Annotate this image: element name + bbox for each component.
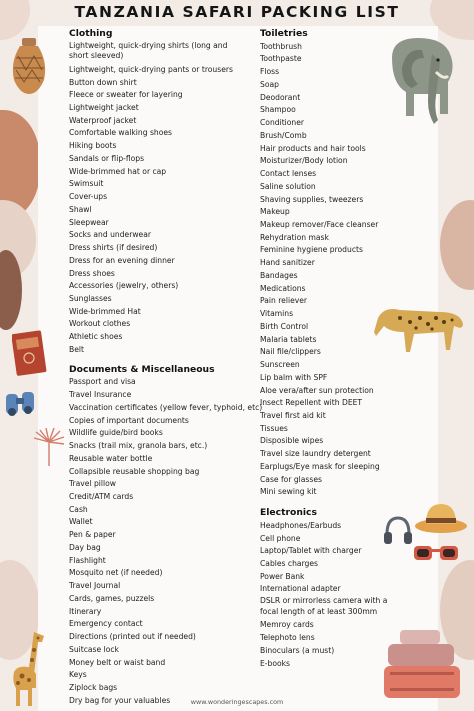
list-item: Snacks (trail mix, granola bars, etc.): [69, 441, 208, 451]
list-item: Medications: [260, 283, 306, 293]
list-item: Comfortable walking shoes: [69, 128, 173, 138]
footer-url: www.wonderingescapes.com: [190, 698, 284, 706]
list-item: Earplugs/Eye mask for sleeping: [260, 461, 380, 471]
list-item: Belt: [69, 344, 84, 354]
passport-icon: [12, 330, 48, 378]
documents-section: [69, 363, 263, 708]
list-item: Hiking boots: [69, 141, 117, 151]
section-heading: Documents & Miscellaneous: [69, 363, 215, 375]
list-item: Wallet: [69, 517, 93, 527]
list-item: Shaving supplies, tweezers: [260, 194, 364, 204]
list-item: Moisturizer/Body lotion: [260, 156, 348, 166]
section-heading: Electronics: [260, 507, 317, 519]
woven-basket-vase-icon: [6, 36, 52, 96]
list-item: Feminine hygiene products: [260, 245, 363, 255]
list-item: Directions (printed out if needed): [69, 632, 196, 642]
list-item: Vitamins: [260, 309, 294, 319]
list-item: Sunglasses: [69, 294, 112, 304]
list-item: Lightweight, quick-drying shirts (long and short sleeved): [69, 40, 228, 61]
list-item: Accessories (jewelry, others): [69, 281, 179, 291]
list-item: Insect Repellent with DEET: [260, 398, 363, 408]
list-item: Power Bank: [260, 571, 305, 581]
list-item: Dress shirts (if desired): [69, 243, 158, 253]
list-item: Makeup: [260, 207, 290, 217]
list-item: Case for glasses: [260, 474, 322, 484]
list-item: Suitcase lock: [69, 644, 119, 654]
list-item: Mini sewing kit: [260, 487, 317, 497]
list-item: Sunscreen: [260, 360, 300, 370]
list-item: Dry bag for your valuables: [69, 695, 171, 705]
binoculars-icon: [4, 388, 38, 418]
list-item: Lip balm with SPF: [260, 372, 328, 382]
right-column: [260, 28, 400, 670]
list-item: Wildlife guide/bird books: [69, 428, 163, 438]
list-item: Travel pillow: [69, 479, 116, 489]
palm-leaf-icon: [32, 428, 66, 468]
list-item: Makeup remover/Face cleanser: [260, 219, 379, 229]
list-item: Button down shirt: [69, 77, 137, 87]
left-column: [69, 28, 263, 707]
list-item: Day bag: [69, 542, 101, 552]
list-item: Emergency contact: [69, 619, 143, 629]
list-item: Lightweight, quick-drying pants or trousers: [69, 64, 233, 74]
list-item: Travel size laundry detergent: [260, 449, 371, 459]
list-item: Waterproof jacket: [69, 115, 137, 125]
list-item: Hand sanitizer: [260, 258, 315, 268]
list-item: Cards, games, puzzels: [69, 593, 155, 603]
list-item: Pen & paper: [69, 530, 116, 540]
list-item: Pain reliever: [260, 296, 308, 306]
list-item: DSLR or mirrorless camera with a focal length of at least 300mm: [260, 596, 388, 616]
list-item: Bandages: [260, 270, 298, 280]
list-item: Soap: [260, 79, 279, 89]
clothing-section: [69, 28, 239, 357]
giraffe-icon: [4, 628, 58, 708]
page-title: TANZANIA SAFARI PACKING LIST: [74, 3, 400, 21]
toiletries-section: [260, 28, 400, 499]
list-item: Athletic shoes: [69, 332, 123, 342]
list-item: Laptop/Tablet with charger: [260, 546, 362, 556]
list-item: Travel first aid kit: [260, 410, 326, 420]
list-item: Mosquito net (if needed): [69, 568, 163, 578]
list-item: Disposible wipes: [260, 436, 324, 446]
background-blob: [440, 200, 474, 290]
list-item: Tissues: [260, 423, 288, 433]
list-item: Floss: [260, 67, 280, 77]
list-item: Cover-ups: [69, 192, 108, 202]
list-item: Flashlight: [69, 555, 106, 565]
list-item: Aloe vera/after sun protection: [260, 385, 374, 395]
list-item: Deodorant: [260, 92, 301, 102]
list-item: Headphones/Earbuds: [260, 520, 342, 530]
list-item: Brush/Comb: [260, 130, 307, 140]
list-item: International adapter: [260, 584, 341, 594]
list-item: Collapsible reusable shopping bag: [69, 466, 200, 476]
list-item: Conditioner: [260, 118, 305, 128]
list-item: Shampoo: [260, 105, 296, 115]
list-item: Swimsuit: [69, 179, 104, 189]
list-item: Dress shoes: [69, 268, 115, 278]
electronics-section: [260, 507, 400, 670]
list-item: Sandals or flip-flops: [69, 153, 145, 163]
section-heading: Clothing: [69, 28, 113, 39]
list-item: Nail file/clippers: [260, 347, 321, 357]
list-item: Copies of important documents: [69, 415, 189, 425]
list-item: Vaccination certificates (yellow fever, typhoid, etc): [69, 402, 263, 412]
list-item: Lightweight jacket: [69, 103, 139, 112]
list-item: Hair products and hair tools: [260, 143, 366, 153]
list-item: Malaria tablets: [260, 334, 317, 344]
list-item: Passport and visa: [69, 377, 136, 387]
list-item: Saline solution: [260, 181, 316, 191]
list-item: Money belt or waist band: [69, 657, 166, 667]
list-item: Contact lenses: [260, 169, 317, 179]
list-item: Travel Journal: [69, 581, 121, 591]
list-item: Memroy cards: [260, 620, 314, 630]
list-item: Shawl: [69, 204, 92, 214]
list-item: Rehydration mask: [260, 232, 329, 242]
list-item: Binoculars (a must): [260, 645, 335, 655]
list-item: E-books: [260, 658, 291, 668]
list-item: Toothpaste: [260, 54, 302, 64]
sunglasses-icon: [412, 542, 460, 564]
list-item: Cell phone: [260, 533, 301, 543]
list-item: Toothbrush: [260, 41, 302, 51]
list-item: Reusable water bottle: [69, 453, 153, 463]
list-item: Travel Insurance: [69, 390, 132, 400]
list-item: Wide-brimmed hat or cap: [69, 166, 167, 176]
list-item: Birth Control: [260, 321, 309, 331]
list-item: Dress for an evening dinner: [69, 255, 175, 265]
list-item: Cash: [69, 504, 88, 514]
list-item: Keys: [69, 670, 87, 680]
list-item: Socks and underwear: [69, 230, 152, 240]
list-item: Fleece or sweater for layering: [69, 90, 183, 100]
section-heading: Toiletries: [260, 28, 308, 39]
list-item: Cables charges: [260, 559, 319, 569]
list-item: Telephoto lens: [260, 633, 315, 643]
list-item: Wide-brimmed Hat: [69, 306, 141, 316]
list-item: Itinerary: [69, 606, 102, 616]
safari-hat-icon: [414, 500, 468, 534]
list-item: Ziplock bags: [69, 683, 118, 692]
list-item: Credit/ATM cards: [69, 491, 134, 501]
list-item: Sleepwear: [69, 217, 109, 227]
list-item: Workout clothes: [69, 319, 131, 329]
